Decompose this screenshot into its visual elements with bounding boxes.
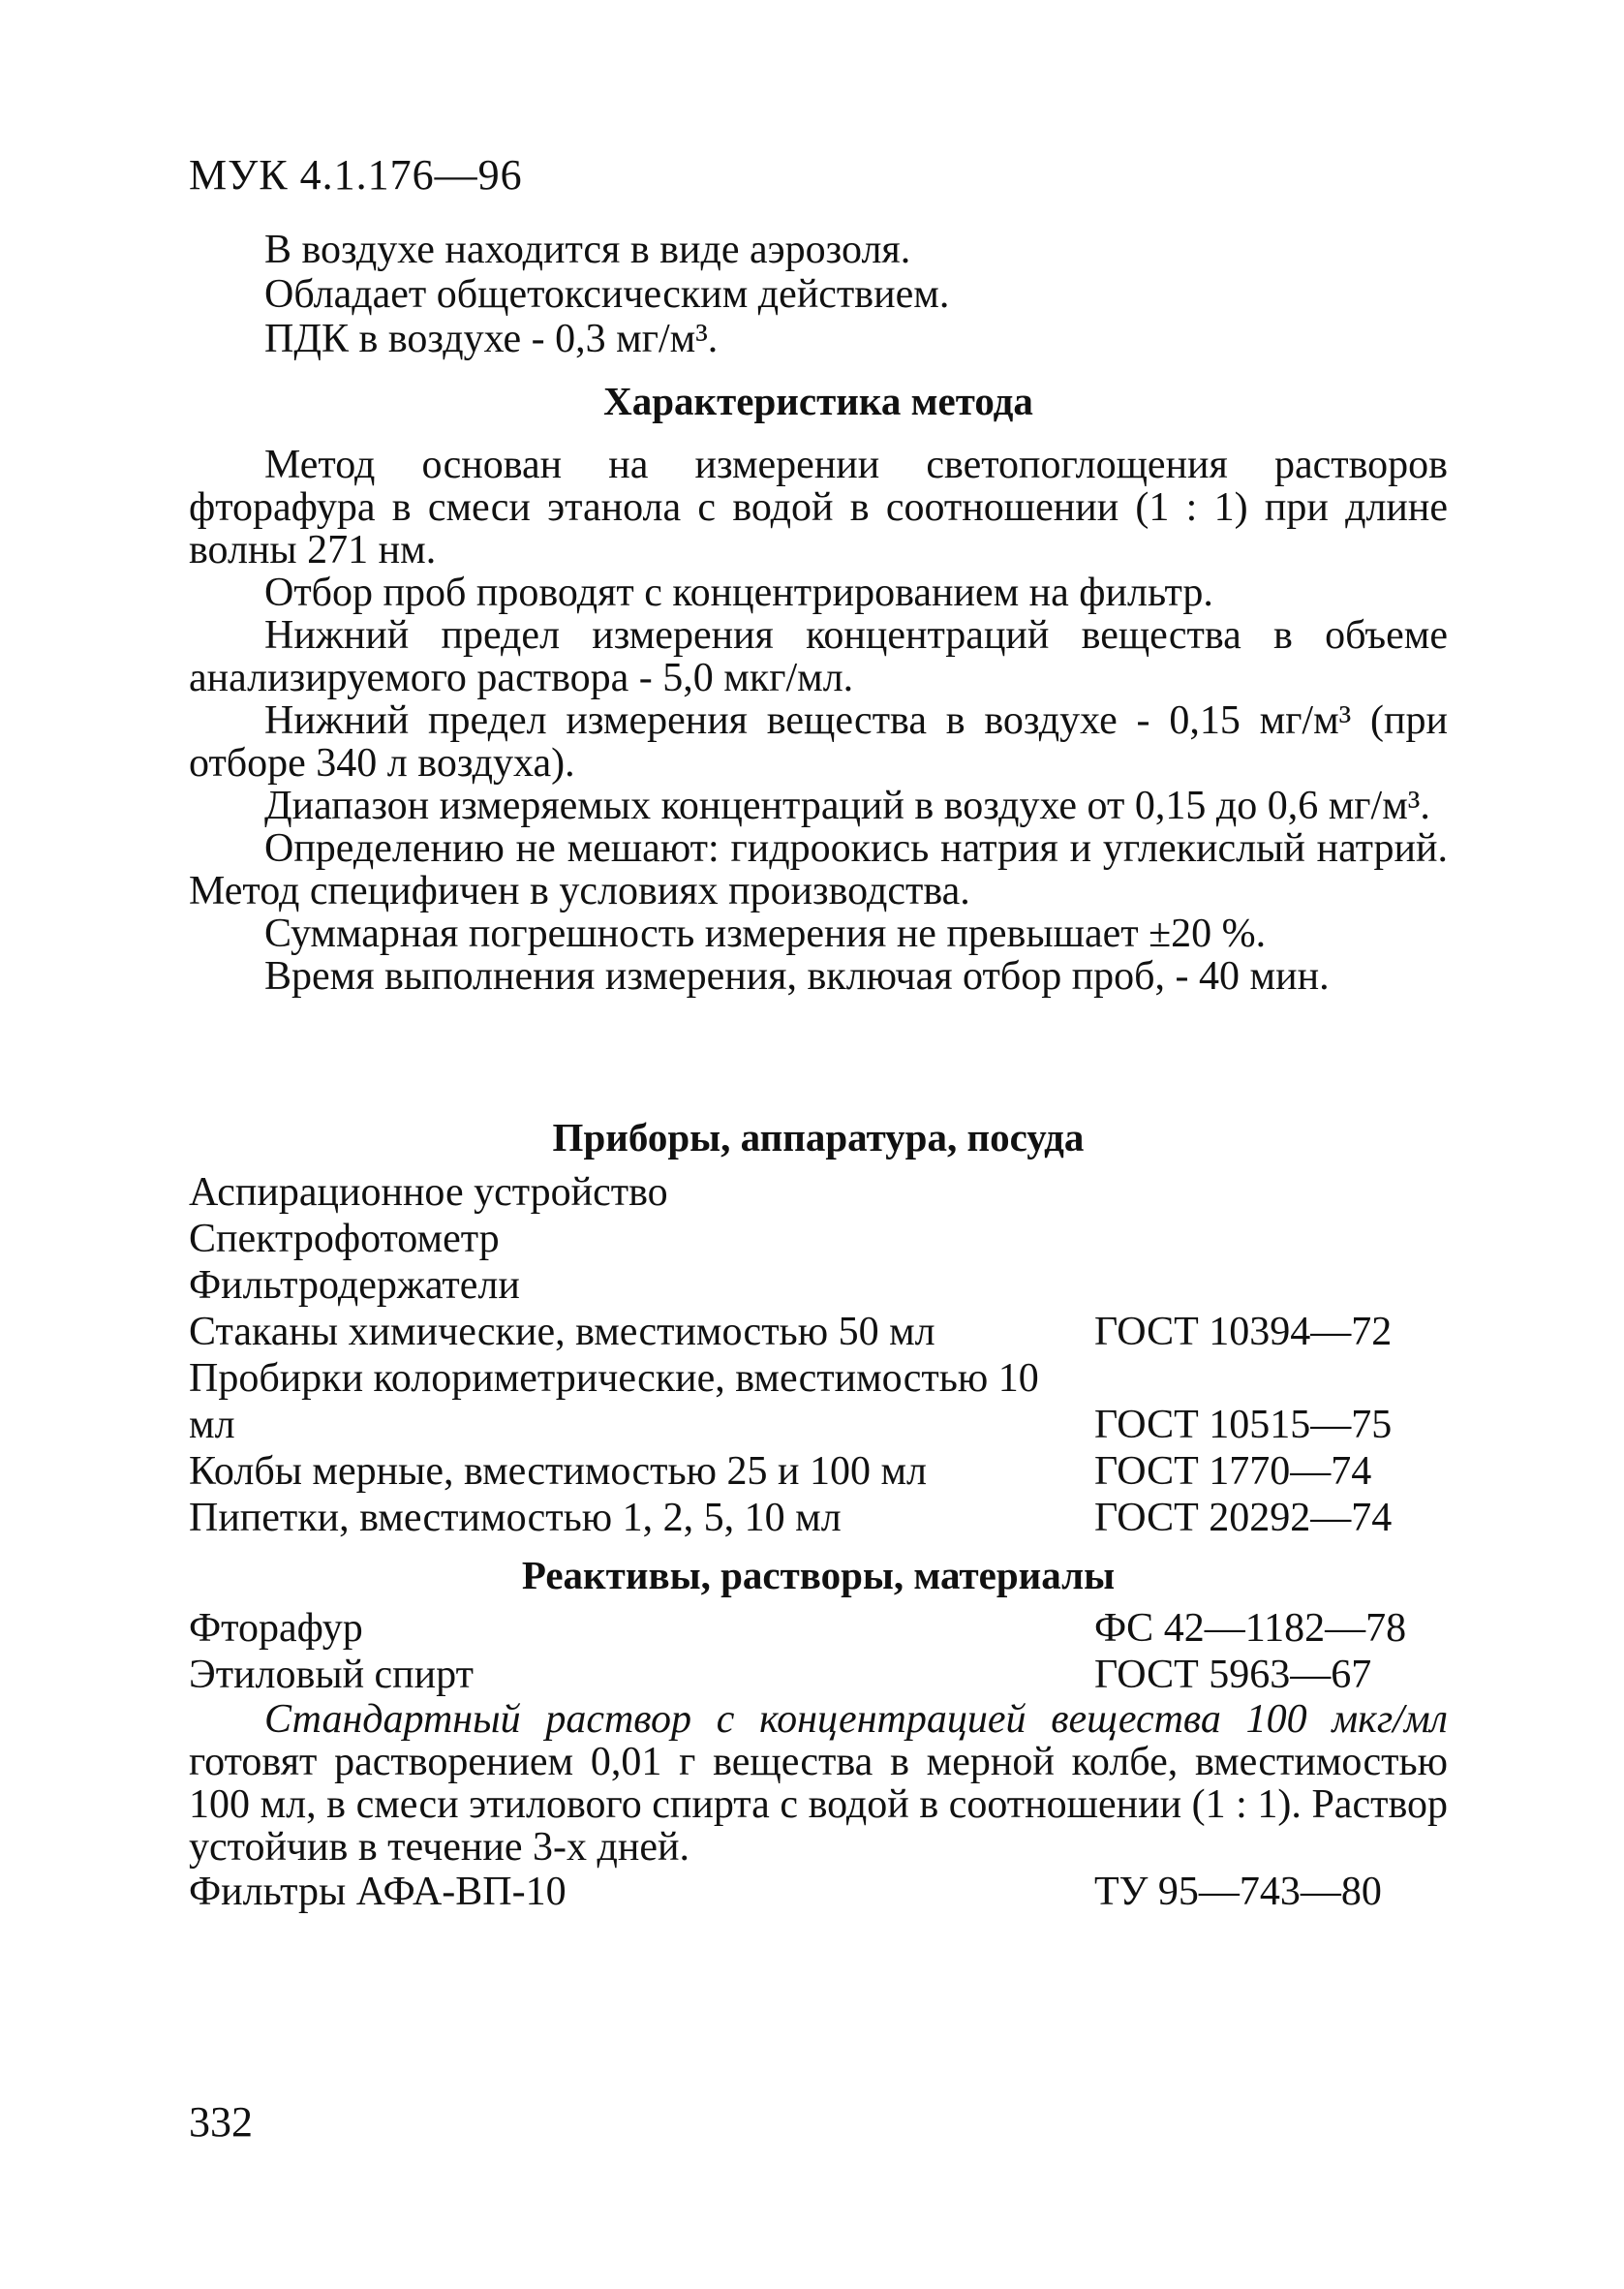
method-paragraph: Метод основан на измерении светопоглощения растворов фторафура в смеси этанола с водой в соотношении (1 : 1) при длине волны 271 нм.: [189, 443, 1448, 572]
reagent-standard: ФС 42—1182—78: [1094, 1606, 1407, 1651]
standard-solution-text: готовят растворением 0,01 г вещества в мерной колбе, вместимостью 100 мл, в смеси этилового спирта с водой в соотношении (1 : 1). Раствор устойчив в течение 3-х дней.: [189, 1740, 1448, 1870]
device-name: Пробирки колориметрические, вместимостью 10 мл: [189, 1356, 1039, 1447]
method-paragraph: Определению не мешают: гидроокись натрия и углекислый натрий. Метод специфичен в условиях производства.: [189, 826, 1448, 913]
device-name: Стаканы химические, вместимостью 50 мл: [189, 1310, 935, 1354]
intro-text: [189, 228, 1523, 361]
filter-name: Фильтры АФА-ВП-10: [189, 1870, 567, 1914]
device-row: [189, 1448, 1448, 1495]
method-text: [189, 444, 1448, 998]
reagent-name: Этиловый спирт: [189, 1653, 474, 1697]
device-name: Пипетки, вместимостью 1, 2, 5, 10 мл: [189, 1496, 842, 1540]
document-code: МУК 4.1.176—96: [189, 151, 523, 199]
reagent-name: Фторафур: [189, 1606, 363, 1651]
section-title-reagents: Реактивы, растворы, материалы: [521, 1553, 1116, 1597]
section-title-devices: Приборы, аппаратура, посуда: [552, 1115, 1085, 1160]
filter-standard: ТУ 95—743—80: [1094, 1870, 1382, 1914]
section-title-method: Характеристика метода: [603, 379, 1033, 423]
device-name: Спектрофотометр: [189, 1217, 500, 1261]
page-number: 332: [189, 2098, 253, 2146]
reagents-list: [189, 1605, 1448, 1915]
devices-list: [189, 1169, 1448, 1541]
method-paragraph: Нижний предел измерения концентраций вещества в объеме анализируемого раствора - 5,0 мкг/мл.: [189, 613, 1448, 700]
standard-solution-title: Стандартный раствор с концентрацией вещества 100 мкг/мл: [264, 1697, 1448, 1742]
device-standard: ГОСТ 10515—75: [1094, 1403, 1393, 1447]
intro-line: В воздухе находится в виде аэрозоля.: [264, 228, 911, 272]
device-name: Колбы мерные, вместимостью 25 и 100 мл: [189, 1449, 927, 1494]
reagent-row: [189, 1869, 1448, 1915]
device-name: Фильтродержатели: [189, 1263, 520, 1308]
method-paragraph: Суммарная погрешность измерения не превышает ±20 %.: [264, 912, 1267, 956]
device-standard: ГОСТ 10394—72: [1094, 1310, 1393, 1354]
device-name: Аспирационное устройство: [189, 1170, 668, 1215]
device-row: [189, 1216, 1448, 1262]
device-row: [189, 1495, 1448, 1541]
reagent-standard: ГОСТ 5963—67: [1094, 1653, 1372, 1697]
method-paragraph: Время выполнения измерения, включая отбор проб, - 40 мин.: [264, 954, 1330, 999]
method-paragraph: Нижний предел измерения вещества в воздухе - 0,15 мг/м³ (при отборе 340 л воздуха).: [189, 698, 1448, 786]
method-paragraph: Диапазон измеряемых концентраций в воздухе от 0,15 до 0,6 мг/м³.: [264, 784, 1430, 828]
standard-solution-paragraph: [189, 1698, 1448, 1869]
reagent-row: [189, 1605, 1448, 1652]
device-standard: ГОСТ 20292—74: [1094, 1496, 1393, 1540]
reagent-row: [189, 1652, 1448, 1698]
intro-line: ПДК в воздухе - 0,3 мг/м³.: [264, 317, 719, 361]
device-row: [189, 1309, 1448, 1355]
device-row: [189, 1355, 1448, 1448]
device-row: [189, 1169, 1448, 1216]
method-paragraph: Отбор проб проводят с концентрированием на фильтр.: [264, 571, 1213, 615]
intro-line: Обладает общетоксическим действием.: [264, 272, 950, 317]
device-standard: ГОСТ 1770—74: [1094, 1449, 1372, 1494]
device-row: [189, 1262, 1448, 1309]
